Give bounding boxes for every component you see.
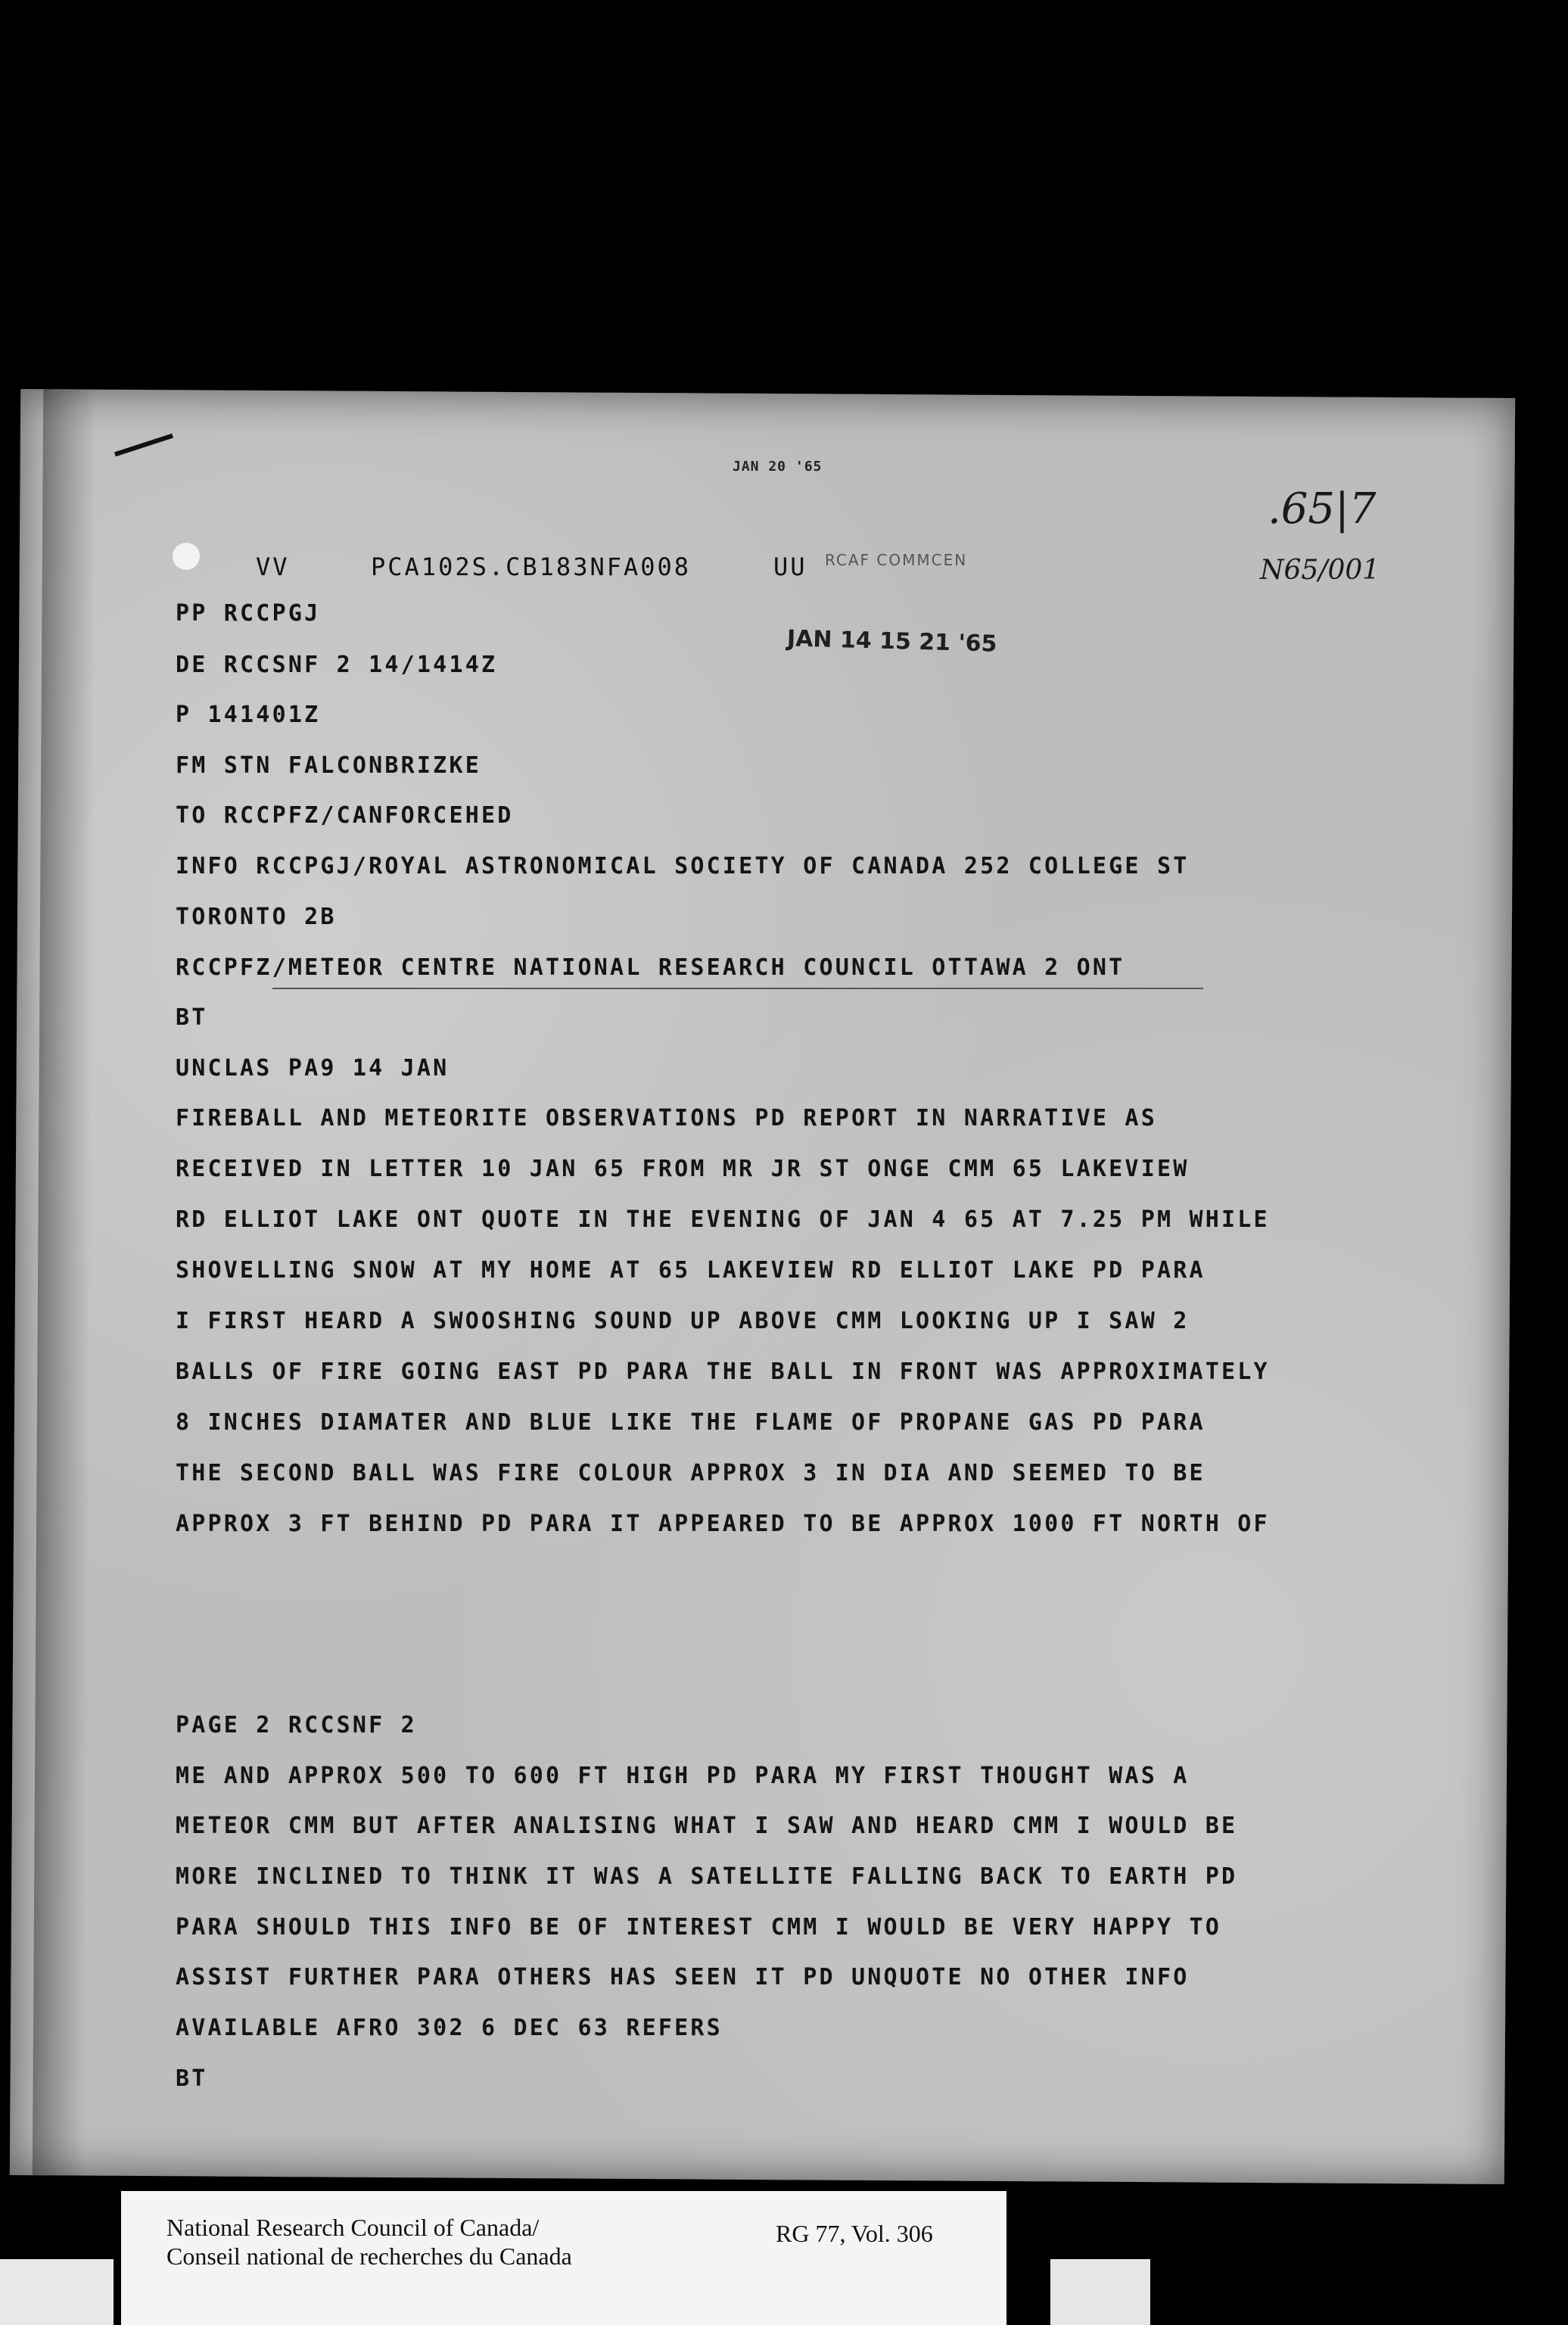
rcaf-commcen-stamp: RCAF COMMCEN bbox=[825, 551, 968, 569]
archive-label-line2: Conseil national de recherches du Canada bbox=[166, 2243, 572, 2270]
date-stamp: JAN 14 15 21 '65 bbox=[786, 625, 997, 658]
archive-reference: RG 77, Vol. 306 bbox=[776, 2220, 933, 2247]
message-line: DE RCCSNF 2 14/1414Z bbox=[176, 652, 498, 678]
page2-line: PARA SHOULD THIS INFO BE OF INTEREST CMM I WOULD BE VERY HAPPY TO bbox=[176, 1914, 1221, 1941]
punch-hole bbox=[173, 543, 200, 570]
message-line: P 141401Z bbox=[176, 702, 321, 728]
page2-line: AVAILABLE AFRO 302 6 DEC 63 REFERS bbox=[176, 2015, 723, 2041]
separator-rule bbox=[272, 988, 1203, 989]
page2-line: MORE INCLINED TO THINK IT WAS A SATELLITE FALLING BACK TO EARTH PD bbox=[176, 1863, 1238, 1890]
handwritten-reference: .65|7 bbox=[1268, 484, 1377, 534]
message-line: 8 INCHES DIAMATER AND BLUE LIKE THE FLAME OF PROPANE GAS PD PARA bbox=[176, 1409, 1206, 1436]
message-line: BALLS OF FIRE GOING EAST PD PARA THE BALL IN FRONT WAS APPROXIMATELY bbox=[176, 1359, 1270, 1385]
archive-label-line1: National Research Council of Canada/ bbox=[166, 2214, 540, 2241]
header-routing: PCA102S.CB183NFA008 bbox=[371, 552, 692, 581]
page2-line: PAGE 2 RCCSNF 2 bbox=[176, 1712, 417, 1738]
message-line: THE SECOND BALL WAS FIRE COLOUR APPROX 3 IN DIA AND SEEMED TO BE bbox=[176, 1460, 1206, 1486]
message-line: FIREBALL AND METEORITE OBSERVATIONS PD REPORT IN NARRATIVE AS bbox=[176, 1105, 1157, 1131]
message-line: RCCPFZ/METEOR CENTRE NATIONAL RESEARCH COUNCIL OTTAWA 2 ONT bbox=[176, 954, 1125, 981]
message-line: SHOVELLING SNOW AT MY HOME AT 65 LAKEVIEW RD ELLIOT LAKE PD PARA bbox=[176, 1257, 1206, 1284]
message-line: APPROX 3 FT BEHIND PD PARA IT APPEARED TO BE APPROX 1000 FT NORTH OF bbox=[176, 1511, 1270, 1537]
message-line: PP RCCPGJ bbox=[176, 600, 321, 627]
received-stamp: JAN 20 '65 bbox=[733, 459, 823, 475]
message-line: FM STN FALCONBRIZKE bbox=[176, 752, 481, 779]
message-line: INFO RCCPGJ/ROYAL ASTRONOMICAL SOCIETY OF CANADA 252 COLLEGE ST bbox=[176, 853, 1190, 879]
page2-line: BT bbox=[176, 2065, 208, 2092]
message-line: I FIRST HEARD A SWOOSHING SOUND UP ABOVE CMM LOOKING UP I SAW 2 bbox=[176, 1308, 1190, 1334]
edge-strip bbox=[0, 2259, 114, 2325]
page2-line: ASSIST FURTHER PARA OTHERS HAS SEEN IT PD UNQUOTE NO OTHER INFO bbox=[176, 1964, 1190, 1990]
page2-line: METEOR CMM BUT AFTER ANALISING WHAT I SAW AND HEARD CMM I WOULD BE bbox=[176, 1813, 1238, 1839]
message-line: BT bbox=[176, 1004, 208, 1031]
edge-strip bbox=[1050, 2259, 1150, 2325]
header-vv: VV bbox=[256, 552, 290, 581]
handwritten-file-number: N65/001 bbox=[1260, 555, 1380, 586]
message-line: RD ELLIOT LAKE ONT QUOTE IN THE EVENING OF JAN 4 65 AT 7.25 PM WHILE bbox=[176, 1206, 1270, 1233]
page2-line: ME AND APPROX 500 TO 600 FT HIGH PD PARA MY FIRST THOUGHT WAS A bbox=[176, 1763, 1190, 1789]
header-uu: UU bbox=[773, 552, 807, 581]
message-line: TO RCCPFZ/CANFORCEHED bbox=[176, 802, 514, 829]
archive-label bbox=[121, 2191, 1006, 2325]
message-line: TORONTO 2B bbox=[176, 904, 337, 930]
message-line: RECEIVED IN LETTER 10 JAN 65 FROM MR JR ST ONGE CMM 65 LAKEVIEW bbox=[176, 1156, 1190, 1182]
message-line: UNCLAS PA9 14 JAN bbox=[176, 1055, 450, 1082]
